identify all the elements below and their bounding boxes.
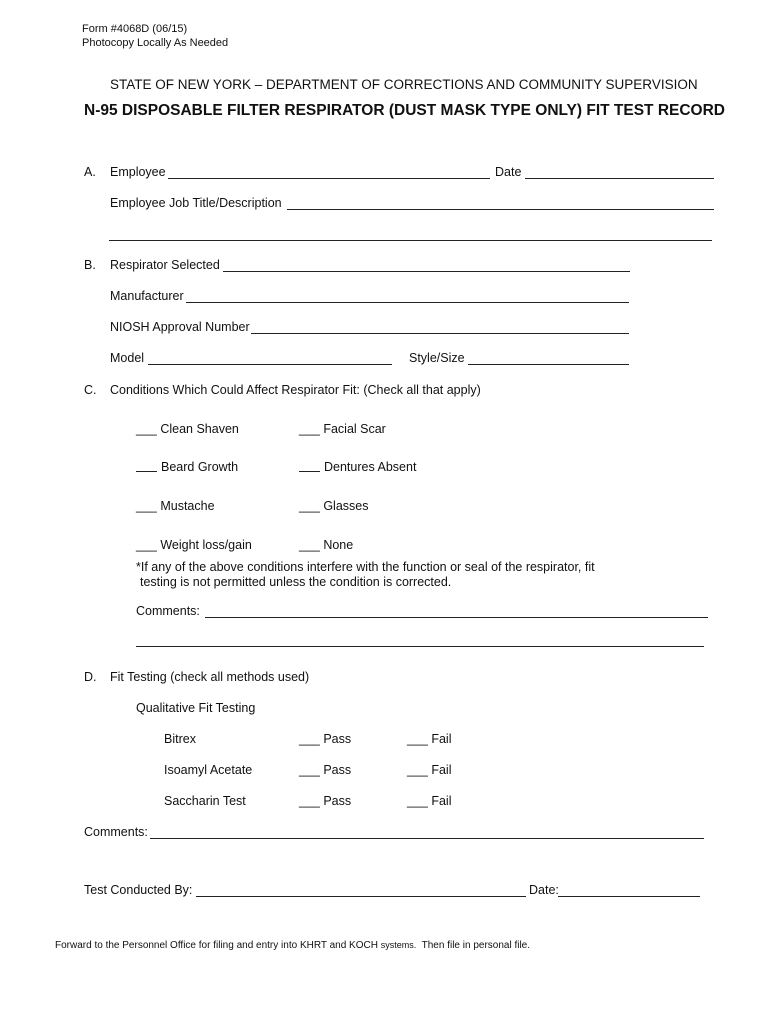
manufacturer-label: Manufacturer — [110, 289, 184, 303]
dentures-absent-checkbox[interactable] — [299, 471, 320, 472]
model-label: Model — [110, 351, 145, 365]
niosh-label: NIOSH Approval Number — [110, 320, 250, 334]
section-c-heading: Conditions Which Could Affect Respirator Fit: (Check all that apply) — [110, 383, 481, 397]
page-title: N-95 DISPOSABLE FILTER RESPIRATOR (DUST MASK TYPE ONLY) FIT TEST RECORD — [84, 102, 726, 119]
style-size-label: Style/Size — [409, 351, 465, 365]
dentures-absent-option: Dentures Absent — [324, 460, 417, 474]
mustache-option[interactable]: ___ Mustache — [136, 499, 215, 513]
section-c-letter: C. — [84, 383, 97, 397]
test-name: Bitrex — [164, 732, 196, 746]
isoamyl-pass-option[interactable]: ___ Pass — [299, 763, 352, 777]
beard-growth-option: Beard Growth — [161, 460, 239, 474]
section-b-letter: B. — [84, 258, 96, 272]
date-field[interactable] — [525, 178, 714, 179]
section-d-heading: Fit Testing (check all methods used) — [110, 670, 310, 684]
clean-shaven-option[interactable]: ___ Clean Shaven — [136, 422, 239, 436]
isoamyl-fail-option[interactable]: ___ Fail — [407, 763, 452, 777]
bitrex-fail-option[interactable]: ___ Fail — [407, 732, 452, 746]
agency-heading: STATE OF NEW YORK – DEPARTMENT OF CORRECTIONS AND COMMUNITY SUPERVISION — [110, 77, 698, 92]
forward-note: Forward to the Personnel Office for filing and entry into KHRT and KOCH systems. Then file in personal file. — [55, 940, 531, 951]
test-name: Saccharin Test — [164, 794, 246, 808]
job-title-field[interactable] — [287, 209, 714, 210]
style-size-field[interactable] — [468, 364, 629, 365]
form-number: Form #4068D (06/15) — [82, 23, 188, 35]
conducted-by-label: Test Conducted By: — [84, 883, 193, 897]
glasses-option[interactable]: ___ Glasses — [299, 499, 369, 513]
section-c-comments-field[interactable] — [205, 617, 708, 618]
section-d-letter: D. — [84, 670, 97, 684]
job-title-label: Employee Job Title/Description — [110, 196, 282, 210]
qualitative-subheading: Qualitative Fit Testing — [136, 701, 256, 715]
section-d-comments-field[interactable] — [150, 838, 704, 839]
saccharin-fail-option[interactable]: ___ Fail — [407, 794, 452, 808]
job-title-field-line-2[interactable] — [109, 240, 712, 241]
section-d-comments-label: Comments: — [84, 825, 148, 839]
section-c-comments-field-line-2[interactable] — [136, 646, 704, 647]
condition-note-line-1: *If any of the above conditions interfere with the function or seal of the respirator, fit — [136, 560, 595, 574]
employee-label: Employee — [110, 165, 166, 179]
saccharin-pass-option[interactable]: ___ Pass — [299, 794, 352, 808]
manufacturer-field[interactable] — [186, 302, 629, 303]
respirator-field[interactable] — [223, 271, 630, 272]
none-option[interactable]: ___ None — [299, 538, 354, 552]
model-field[interactable] — [148, 364, 392, 365]
beard-growth-checkbox[interactable] — [136, 471, 157, 472]
employee-field[interactable] — [168, 178, 490, 179]
date-label: Date — [495, 165, 522, 179]
weight-option[interactable]: ___ Weight loss/gain — [136, 538, 252, 552]
facial-scar-option[interactable]: ___ Facial Scar — [299, 422, 386, 436]
respirator-label: Respirator Selected — [110, 258, 220, 272]
section-a-letter: A. — [84, 165, 96, 179]
conducted-by-field[interactable] — [196, 896, 526, 897]
copy-note: Photocopy Locally As Needed — [82, 37, 229, 49]
footer-date-label: Date: — [529, 883, 559, 897]
condition-note-line-2: testing is not permitted unless the condition is corrected. — [140, 575, 452, 589]
section-c-comments-label: Comments: — [136, 604, 200, 618]
niosh-field[interactable] — [251, 333, 629, 334]
footer-date-field[interactable] — [558, 896, 700, 897]
test-name: Isoamyl Acetate — [164, 763, 253, 777]
bitrex-pass-option[interactable]: ___ Pass — [299, 732, 352, 746]
